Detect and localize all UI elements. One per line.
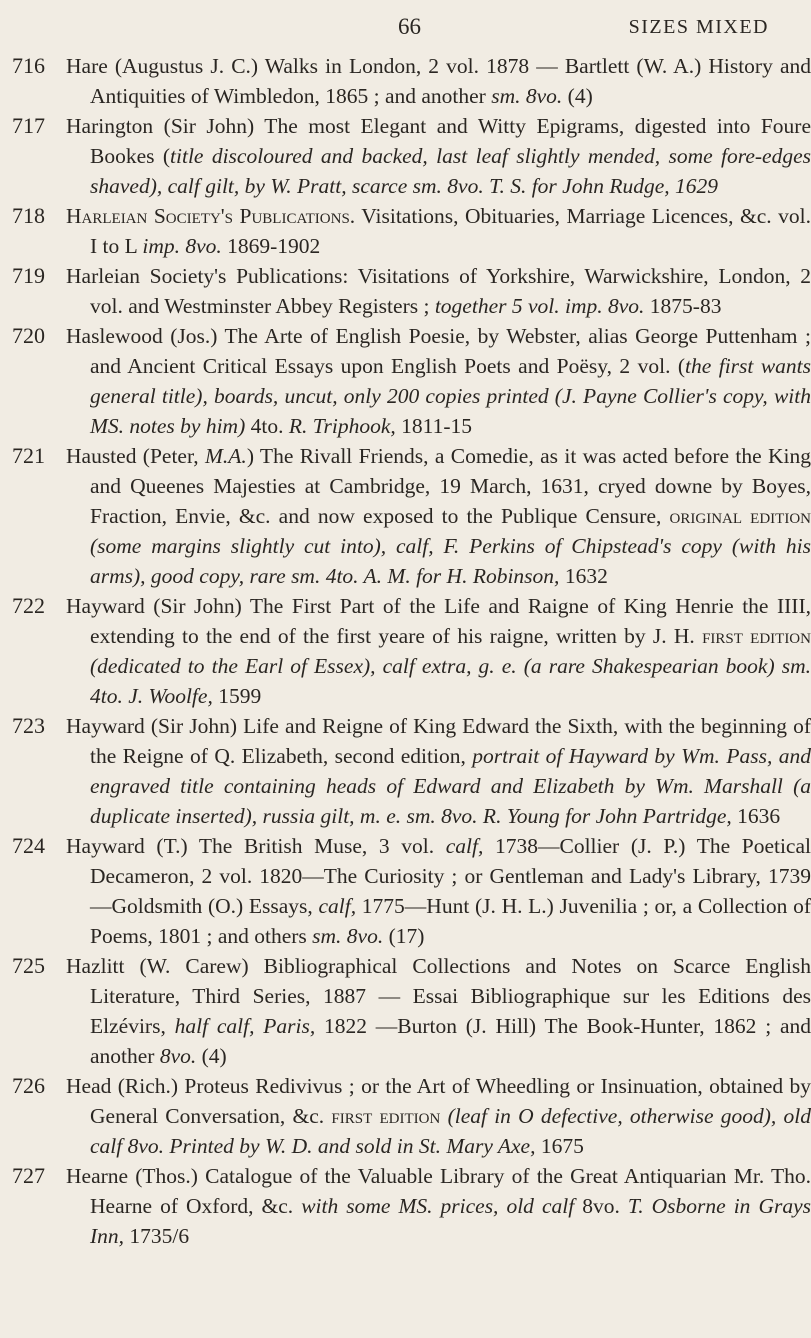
entry-text-run xyxy=(440,1104,447,1128)
italic-text: M.A. xyxy=(205,444,247,468)
entry-text-run: Hayward (Sir John) Life and Reigne of King Edward the Sixth, with the beginning of the Reigne of Q. Elizabeth, second edition, xyxy=(66,714,811,768)
lot-number: 717 xyxy=(12,113,45,138)
catalogue-entry xyxy=(0,591,811,711)
italic-text: half calf, Paris, xyxy=(174,1014,316,1038)
small-caps-text: first edition xyxy=(702,624,811,648)
catalogue-entry xyxy=(0,951,811,1071)
entry-description xyxy=(66,201,811,261)
entry-text-run: Hazlitt (W. Carew) Bibliographical Collections and Notes on Scarce English Literature, Third Series, 1887 — Essai Bibliographique sur les Editions des Elzévirs, xyxy=(66,954,811,1038)
catalogue-entry xyxy=(0,321,811,441)
entry-text-run: Hare (Augustus J. C.) Walks in London, 2 vol. 1878 — Bartlett (W. A.) History and Antiquities of Wimbledon, 1865 ; and another xyxy=(66,54,811,108)
lot-number: 722 xyxy=(12,593,45,618)
catalogue-entry xyxy=(0,441,811,591)
entry-text-run: 1735/6 xyxy=(124,1224,190,1248)
italic-text: title discoloured and backed, last leaf slightly mended, some fore-edges shaved), calf gilt, by W. Pratt, scarce xyxy=(90,144,811,198)
entry-text-run: 1738—Collier (J. P.) The Poetical Decameron, 2 vol. 1820—The Curiosity ; or Gentleman and Lady's Library, 1739—Goldsmith (O.) Essays, xyxy=(90,834,811,918)
running-title: SIZES MIXED xyxy=(628,16,769,38)
italic-text: calf, xyxy=(445,834,484,858)
entry-description xyxy=(66,51,811,111)
italic-text: sm. 8vo. T. S. for John Rudge, 1629 xyxy=(412,174,718,198)
entry-text-run: Hausted (Peter, xyxy=(66,444,206,468)
entry-text-run: (17) xyxy=(383,924,425,948)
entry-text-run: Harleian Society's Publications: Visitations of Yorkshire, Warwickshire, London, 2 vol. and Westminster Abbey Registers ; xyxy=(66,264,811,318)
entry-text-run: 1599 xyxy=(212,684,262,708)
entry-text-run: 8vo. xyxy=(574,1194,628,1218)
entry-text-run: 1869-1902 xyxy=(221,234,321,258)
catalogue-entry xyxy=(0,51,811,111)
entry-description xyxy=(66,1161,811,1251)
italic-text: imp. 8vo. xyxy=(565,294,645,318)
italic-text: together 5 vol. xyxy=(434,294,560,318)
italic-text: 8vo. Printed by W. D. and sold in St. Mary Axe, xyxy=(127,1134,536,1158)
catalogue-entry xyxy=(0,1071,811,1161)
lot-number: 719 xyxy=(12,263,45,288)
entry-description xyxy=(66,711,811,831)
entry-description xyxy=(66,951,811,1071)
italic-text: (some margins slightly cut into), calf, F. Perkins of Chipstead's copy (with his arms), good copy, rare xyxy=(90,534,811,588)
entry-text-run: 1632 xyxy=(559,564,608,588)
entry-text-run: Haslewood (Jos.) The Arte of English Poesie, by Webster, alias George Puttenham ; and Ancient Critical Essays upon English Poets and Poësy, 2 vol. ( xyxy=(66,324,811,378)
entry-text-run: 1636 xyxy=(731,804,781,828)
entry-text-run: (4) xyxy=(562,84,593,108)
entry-text-run: 1822 —Burton (J. Hill) The Book-Hunter, 1862 ; and another xyxy=(90,1014,811,1068)
lot-number: 716 xyxy=(12,53,45,78)
lot-number: 725 xyxy=(12,953,45,978)
catalogue-entry xyxy=(0,1161,811,1251)
italic-text: (leaf in O defective, otherwise good), old calf xyxy=(90,1104,811,1158)
entry-description xyxy=(66,831,811,951)
italic-text: sm. 8vo. R. Young for John Partridge, xyxy=(406,804,732,828)
italic-text: calf, xyxy=(318,894,357,918)
entry-text-run: Visitations, Obituaries, Marriage Licences, &c. vol. I to L xyxy=(90,204,811,258)
catalogue-entry xyxy=(0,201,811,261)
catalogue-entries xyxy=(0,51,811,1251)
lot-number: 726 xyxy=(12,1073,45,1098)
italic-text: sm. 4to. J. Woolfe, xyxy=(90,654,811,708)
entry-text-run: Head (Rich.) Proteus Redivivus ; or the Art of Wheedling or Insinuation, obtained by General Conversation, &c. xyxy=(66,1074,811,1128)
entry-text-run: Hearne (Thos.) Catalogue of the Valuable Library of the Great Antiquarian Mr. Tho. Hearne of Oxford, &c. xyxy=(66,1164,811,1218)
small-caps-text: first edition xyxy=(331,1104,441,1128)
italic-text: T. Osborne in Grays Inn, xyxy=(90,1194,811,1248)
small-caps-text: Harleian Society's Publications. xyxy=(66,204,356,228)
lot-number: 720 xyxy=(12,323,45,348)
italic-text: sm. 8vo. xyxy=(312,924,384,948)
italic-text: sm. 8vo. xyxy=(491,84,563,108)
entry-text-run xyxy=(775,654,782,678)
italic-text: portrait of Hayward by Wm. Pass, and engraved title containing heads of Edward and Elizabeth by Wm. Marshall (a duplicate inserted), russia gilt, m. e. xyxy=(90,744,811,828)
italic-text: the first wants general title), boards, uncut, only 200 copies printed (J. Payne Collier's copy, with MS. notes by him) xyxy=(90,354,811,438)
entry-text-run: 4to. xyxy=(245,414,289,438)
catalogue-entry xyxy=(0,111,811,201)
page-number: 66 xyxy=(398,14,421,39)
italic-text: imp. 8vo. xyxy=(142,234,222,258)
entry-description xyxy=(66,111,811,201)
entry-description xyxy=(66,261,811,321)
catalogue-entry xyxy=(0,831,811,951)
entry-description xyxy=(66,1071,811,1161)
small-caps-text: original edition xyxy=(669,504,811,528)
italic-text: with some MS. prices, old calf xyxy=(301,1194,575,1218)
lot-number: 724 xyxy=(12,833,45,858)
italic-text: (dedicated to the Earl of Essex), calf extra, g. e. (a rare Shakespearian book) xyxy=(90,654,775,678)
lot-number: 723 xyxy=(12,713,45,738)
entry-text-run: Hayward (T.) The British Muse, 3 vol. xyxy=(66,834,446,858)
entry-text-run: 1811-15 xyxy=(395,414,473,438)
catalogue-entry xyxy=(0,261,811,321)
lot-number: 718 xyxy=(12,203,45,228)
entry-text-run: Hayward (Sir John) The First Part of the Life and Raigne of King Henrie the IIII, extending to the end of the first yeare of his raigne, written by J. H. xyxy=(66,594,811,648)
catalogue-entry xyxy=(0,711,811,831)
lot-number: 727 xyxy=(12,1163,45,1188)
entry-description xyxy=(66,441,811,591)
entry-text-run: (4) xyxy=(196,1044,227,1068)
italic-text: R. Triphook, xyxy=(288,414,396,438)
entry-description xyxy=(66,591,811,711)
italic-text: 8vo. xyxy=(159,1044,197,1068)
entry-text-run: Harington (Sir John) The most Elegant and Witty Epigrams, digested into Foure Bookes ( xyxy=(66,114,811,168)
entry-text-run: ) The Rivall Friends, a Comedie, as it was acted before the King and Queenes Majesties at Cambridge, 19 March, 1631, cryed downe by Boyes, Fraction, Envie, &c. and now exposed to the Publique Censure, xyxy=(90,444,811,528)
lot-number: 721 xyxy=(12,443,45,468)
entry-text-run: 1875-83 xyxy=(644,294,722,318)
page-header xyxy=(0,10,801,44)
entry-description xyxy=(66,321,811,441)
italic-text: sm. 4to. A. M. for H. Robinson, xyxy=(291,564,560,588)
entry-text-run: 1775—Hunt (J. H. L.) Juvenilia ; or, a Collection of Poems, 1801 ; and others xyxy=(90,894,811,948)
entry-text-run: 1675 xyxy=(535,1134,584,1158)
